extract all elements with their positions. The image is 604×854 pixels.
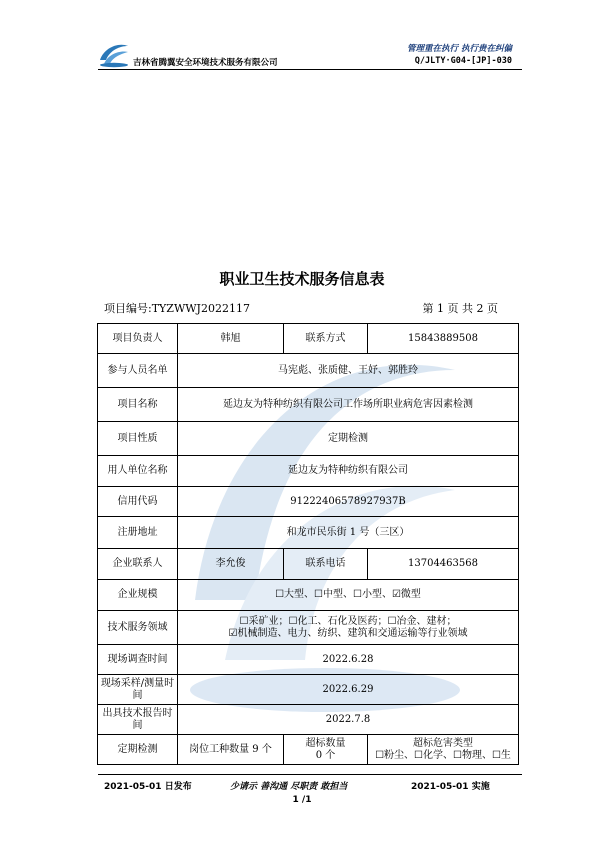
enterprise-phone-label: 联系电话	[284, 549, 368, 580]
hazard-type-value: ☐粉尘、☐化学、☐物理、☐生	[375, 749, 511, 761]
hazard-type	[368, 735, 519, 765]
table-row	[98, 456, 519, 487]
table-row	[98, 422, 519, 456]
exceed-count-label: 超标数量	[305, 737, 346, 749]
enterprise-contact-value: 李允俊	[178, 549, 284, 580]
credit-code-label: 信用代码	[98, 487, 178, 517]
document-code: Q/JLTY·G04-[JP]-030	[414, 56, 512, 66]
info-table	[97, 323, 519, 765]
footer-divider	[98, 774, 522, 775]
header-slogan: 管理重在执行 执行贵在纠偏	[407, 44, 512, 54]
document-title: 职业卫生技术服务信息表	[219, 270, 385, 288]
contact-value: 15843889508	[368, 324, 519, 354]
footer-motto: 少请示 善沟通 尽职责 敢担当	[230, 782, 348, 792]
enterprise-contact-label: 企业联系人	[98, 549, 178, 580]
service-field-line: ☐采矿业；☐化工、石化及医药；☐冶金、建材；	[239, 615, 457, 627]
members-value: 马宪彪、张质健、王妤、郭胜玲	[178, 354, 519, 388]
periodic-label: 定期检测	[98, 735, 178, 765]
exceed-count-value: 0 个	[315, 749, 336, 761]
service-field-value	[178, 611, 519, 645]
scale-label: 企业规模	[98, 580, 178, 611]
report-time-label: 出具技术报告时间	[98, 705, 178, 735]
nature-value: 定期检测	[178, 422, 519, 456]
table-row	[98, 354, 519, 388]
periodic-jobs-value: 岗位工种数量 9 个	[178, 735, 284, 765]
report-time-value: 2022.7.8	[178, 705, 519, 735]
project-name-value: 延边友为特种纺织有限公司工作场所职业病危害因素检测	[178, 388, 519, 422]
exceed-count	[284, 735, 368, 765]
nature-label: 项目性质	[98, 422, 178, 456]
page-info: 第 1 页 共 2 页	[422, 302, 498, 315]
employer-label: 用人单位名称	[98, 456, 178, 487]
implementation-date: 2021-05-01 实施	[411, 782, 490, 792]
project-name-label: 项目名称	[98, 388, 178, 422]
company-logo	[98, 40, 130, 68]
employer-value: 延边友为特种纺织有限公司	[178, 456, 519, 487]
table-row	[98, 549, 519, 580]
table-row	[98, 324, 519, 354]
survey-time-label: 现场调查时间	[98, 645, 178, 675]
table-row	[98, 735, 519, 765]
project-number: 项目编号:TYZWWJ2022117	[104, 302, 250, 315]
table-row	[98, 487, 519, 517]
lead-label: 项目负责人	[98, 324, 178, 354]
table-row	[98, 517, 519, 549]
credit-code-value: 91222406578927937B	[178, 487, 519, 517]
members-label: 参与人员名单	[98, 354, 178, 388]
address-value: 和龙市民乐街 1 号（三区）	[178, 517, 519, 549]
survey-time-value: 2022.6.28	[178, 645, 519, 675]
table-row	[98, 645, 519, 675]
table-row	[98, 705, 519, 735]
service-field-line: ☑机械制造、电力、纺织、建筑和交通运输等行业领域	[228, 627, 468, 639]
table-row	[98, 675, 519, 705]
scale-value: ☐大型、☐中型、☐小型、☑微型	[178, 580, 519, 611]
sampling-time-value: 2022.6.29	[178, 675, 519, 705]
issue-date: 2021-05-01 日发布	[104, 782, 192, 792]
table-row	[98, 580, 519, 611]
company-name: 吉林省腾翼安全环境技术服务有限公司	[133, 58, 278, 68]
lead-value: 韩旭	[178, 324, 284, 354]
header-divider	[98, 69, 522, 70]
address-label: 注册地址	[98, 517, 178, 549]
enterprise-phone-value: 13704463568	[368, 549, 519, 580]
contact-label: 联系方式	[284, 324, 368, 354]
service-field-label: 技术服务领域	[98, 611, 178, 645]
table-row	[98, 388, 519, 422]
table-row	[98, 611, 519, 645]
sampling-time-label: 现场采样/测量时间	[98, 675, 178, 705]
hazard-type-label: 超标危害类型	[413, 737, 473, 749]
page-number: 1 /1	[292, 795, 312, 805]
